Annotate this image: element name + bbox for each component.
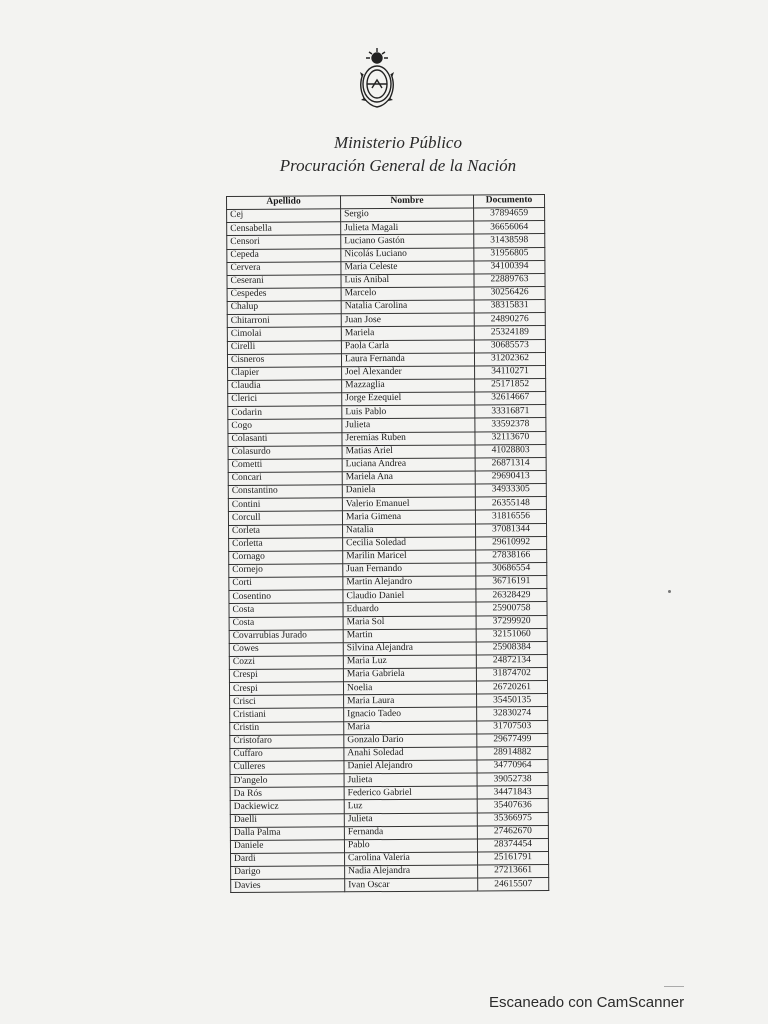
cell-apellido: Costa: [229, 616, 343, 630]
cell-apellido: Cervera: [227, 262, 341, 276]
cell-nombre: Joel Alexander: [342, 366, 475, 380]
cell-documento: 38315831: [474, 300, 545, 314]
cell-documento: 35407636: [477, 799, 548, 813]
cell-nombre: Cecilia Soledad: [343, 537, 476, 551]
cell-documento: 34471843: [477, 786, 548, 800]
cell-documento: 35450135: [477, 694, 548, 708]
cell-documento: 25171852: [475, 379, 546, 393]
cell-nombre: Nadia Alejandra: [345, 865, 478, 879]
cell-apellido: Cowes: [229, 643, 343, 657]
cell-documento: 30686554: [476, 562, 547, 576]
cell-documento: 31874702: [476, 668, 547, 682]
cell-documento: 33316871: [475, 405, 546, 419]
cell-documento: 27213661: [478, 865, 549, 879]
cell-nombre: Luis Anibal: [341, 274, 474, 288]
cell-nombre: Natalia Carolina: [341, 300, 474, 314]
cell-documento: 25908384: [476, 641, 547, 655]
cell-apellido: Corleta: [229, 524, 343, 538]
cell-documento: 30685573: [474, 339, 545, 353]
cell-apellido: Cometti: [228, 459, 342, 473]
cell-apellido: Crespi: [229, 669, 343, 683]
cell-apellido: Codarin: [228, 406, 342, 420]
cell-nombre: Laura Fernanda: [341, 353, 474, 367]
cell-apellido: Cirelli: [227, 340, 341, 354]
cell-apellido: Cosentino: [229, 590, 343, 604]
cell-apellido: Colasanti: [228, 432, 342, 446]
header-ministerio: Ministerio Público: [334, 133, 462, 152]
cell-nombre: Marcelo: [341, 287, 474, 301]
cell-nombre: Luis Pablo: [342, 405, 475, 419]
cell-nombre: Natalia: [343, 523, 476, 537]
cell-documento: 33592378: [475, 418, 546, 432]
cell-nombre: Maria Luz: [343, 655, 476, 669]
cell-apellido: Darigo: [231, 866, 345, 880]
cell-documento: 34933305: [475, 484, 546, 498]
column-header-nombre: Nombre: [341, 195, 474, 209]
cell-nombre: Mariela Ana: [342, 471, 475, 485]
cell-nombre: Mazzaglia: [342, 379, 475, 393]
cell-documento: 25324189: [474, 326, 545, 340]
cell-documento: 26871314: [475, 457, 546, 471]
cell-nombre: Maria Laura: [344, 694, 477, 708]
cell-documento: 36716191: [476, 576, 547, 590]
cell-documento: 24872134: [476, 654, 547, 668]
cell-apellido: Corti: [229, 577, 343, 591]
cell-nombre: Ignacio Tadeo: [344, 707, 477, 721]
cell-documento: 37081344: [476, 523, 547, 537]
personnel-table-wrapper: [226, 194, 549, 893]
cell-apellido: Claudia: [228, 380, 342, 394]
cell-nombre: Noelia: [343, 681, 476, 695]
column-header-documento: Documento: [473, 195, 544, 209]
cell-documento: 32151060: [476, 628, 547, 642]
cell-apellido: Corletta: [229, 537, 343, 551]
cell-apellido: Crisci: [230, 695, 344, 709]
cell-apellido: Cepeda: [227, 248, 341, 262]
cell-apellido: Clerici: [228, 393, 342, 407]
cell-documento: 32830274: [477, 707, 548, 721]
header-procuracion: Procuración General de la Nación: [279, 156, 517, 175]
cell-documento: 26328429: [476, 589, 547, 603]
cell-apellido: Ceserani: [227, 275, 341, 289]
cell-apellido: Cornago: [229, 551, 343, 565]
cell-nombre: Maria Sol: [343, 615, 476, 629]
cell-apellido: Clapier: [228, 367, 342, 381]
cell-nombre: Matias Ariel: [342, 445, 475, 459]
cell-documento: 24890276: [474, 313, 545, 327]
cell-nombre: Jeremias Ruben: [342, 432, 475, 446]
cell-nombre: Silvina Alejandra: [343, 642, 476, 656]
cell-nombre: Maria: [344, 721, 477, 735]
cell-apellido: Chitarroni: [227, 314, 341, 328]
cell-apellido: Cej: [227, 209, 341, 223]
cell-apellido: Concari: [228, 472, 342, 486]
cell-nombre: Nicolás Luciano: [341, 248, 474, 262]
cell-apellido: Corcull: [228, 511, 342, 525]
cell-documento: 26720261: [476, 681, 547, 695]
cell-documento: 29690413: [475, 471, 546, 485]
cell-documento: 22889763: [474, 273, 545, 287]
cell-apellido: Daelli: [230, 813, 344, 827]
cell-nombre: Carolina Valeria: [345, 852, 478, 866]
cell-documento: 34110271: [475, 365, 546, 379]
cell-documento: 24615507: [478, 878, 549, 892]
cell-nombre: Anahi Soledad: [344, 747, 477, 761]
cell-nombre: Federico Gabriel: [344, 786, 477, 800]
cell-documento: 31707503: [477, 720, 548, 734]
cell-nombre: Pablo: [344, 839, 477, 853]
scan-mark: [664, 986, 684, 987]
scan-speck: [668, 590, 671, 593]
cell-documento: 34770964: [477, 760, 548, 774]
cell-apellido: Daniele: [230, 840, 344, 854]
cell-documento: 28914882: [477, 746, 548, 760]
cell-nombre: Julieta: [344, 813, 477, 827]
cell-nombre: Daniel Alejandro: [344, 760, 477, 774]
cell-apellido: Censabella: [227, 222, 341, 236]
cell-nombre: Marilin Maricel: [343, 550, 476, 564]
cell-apellido: Dalla Palma: [230, 827, 344, 841]
cell-apellido: Cespedes: [227, 288, 341, 302]
cell-documento: 25900758: [476, 602, 547, 616]
cell-documento: 31438598: [474, 234, 545, 248]
cell-nombre: Eduardo: [343, 602, 476, 616]
table-row: [231, 878, 549, 893]
cell-nombre: Juan Jose: [341, 313, 474, 327]
cell-documento: 41028803: [475, 444, 546, 458]
cell-apellido: Cozzi: [229, 656, 343, 670]
cell-apellido: Censori: [227, 235, 341, 249]
cell-nombre: Julieta: [342, 418, 475, 432]
cell-nombre: Daniela: [342, 484, 475, 498]
cell-documento: 28374454: [477, 838, 548, 852]
cell-apellido: Da Rós: [230, 787, 344, 801]
cell-apellido: Dackiewicz: [230, 800, 344, 814]
camscanner-watermark: Escaneado con CamScanner: [489, 994, 685, 1011]
cell-nombre: Luz: [344, 799, 477, 813]
personnel-table: [226, 194, 549, 893]
cell-nombre: Sergio: [341, 208, 474, 222]
cell-apellido: Cimolai: [227, 327, 341, 341]
cell-apellido: Constantino: [228, 485, 342, 499]
cell-documento: 37894659: [474, 208, 545, 222]
cell-apellido: Covarrubias Jurado: [229, 629, 343, 643]
cell-nombre: Jorge Ezequiel: [342, 392, 475, 406]
cell-documento: 32614667: [475, 392, 546, 406]
cell-documento: 27462670: [477, 825, 548, 839]
cell-apellido: Cornejo: [229, 564, 343, 578]
cell-apellido: Cristofaro: [230, 735, 344, 749]
cell-documento: 26355148: [475, 497, 546, 511]
cell-apellido: Davies: [231, 879, 345, 893]
cell-documento: 31956805: [474, 247, 545, 261]
cell-documento: 39052738: [477, 773, 548, 787]
cell-documento: 25161791: [478, 852, 549, 866]
cell-apellido: D'angelo: [230, 774, 344, 788]
cell-apellido: Cisneros: [227, 353, 341, 367]
cell-apellido: Culleres: [230, 761, 344, 775]
cell-documento: 29677499: [477, 733, 548, 747]
cell-nombre: Martin: [343, 629, 476, 643]
table-body: [227, 208, 549, 893]
cell-nombre: Ivan Oscar: [345, 878, 478, 892]
cell-documento: 34100394: [474, 260, 545, 274]
cell-nombre: Maria Gabriela: [343, 668, 476, 682]
cell-documento: 32113670: [475, 431, 546, 445]
cell-documento: 31202362: [474, 352, 545, 366]
cell-apellido: Cristiani: [230, 708, 344, 722]
cell-nombre: Julieta Magali: [341, 221, 474, 235]
cell-apellido: Cuffaro: [230, 748, 344, 762]
cell-documento: 37299920: [476, 615, 547, 629]
cell-nombre: Julieta: [344, 773, 477, 787]
cell-nombre: Juan Fernando: [343, 563, 476, 577]
cell-nombre: Martin Alejandro: [343, 576, 476, 590]
cell-apellido: Chalup: [227, 301, 341, 315]
cell-documento: 29610992: [476, 536, 547, 550]
cell-nombre: Mariela: [341, 326, 474, 340]
cell-nombre: Maria Celeste: [341, 261, 474, 275]
column-header-apellido: Apellido: [227, 196, 341, 210]
cell-apellido: Colasurdo: [228, 445, 342, 459]
cell-nombre: Fernanda: [344, 826, 477, 840]
cell-apellido: Contini: [228, 498, 342, 512]
cell-nombre: Claudio Daniel: [343, 589, 476, 603]
cell-apellido: Dardi: [231, 853, 345, 867]
cell-documento: 27838166: [476, 549, 547, 563]
cell-nombre: Luciano Gastón: [341, 234, 474, 248]
cell-nombre: Luciana Andrea: [342, 458, 475, 472]
cell-documento: 30256426: [474, 287, 545, 301]
argentina-coat-of-arms-emblem: [354, 44, 400, 110]
cell-nombre: Gonzalo Dario: [344, 734, 477, 748]
cell-documento: 31816556: [475, 510, 546, 524]
cell-apellido: Cristin: [230, 721, 344, 735]
cell-apellido: Costa: [229, 603, 343, 617]
cell-nombre: Maria Gimena: [342, 510, 475, 524]
cell-nombre: Paola Carla: [341, 340, 474, 354]
cell-apellido: Cogo: [228, 419, 342, 433]
cell-apellido: Crespi: [229, 682, 343, 696]
cell-nombre: Valerio Emanuel: [342, 497, 475, 511]
cell-documento: 36656064: [474, 221, 545, 235]
cell-documento: 35366975: [477, 812, 548, 826]
